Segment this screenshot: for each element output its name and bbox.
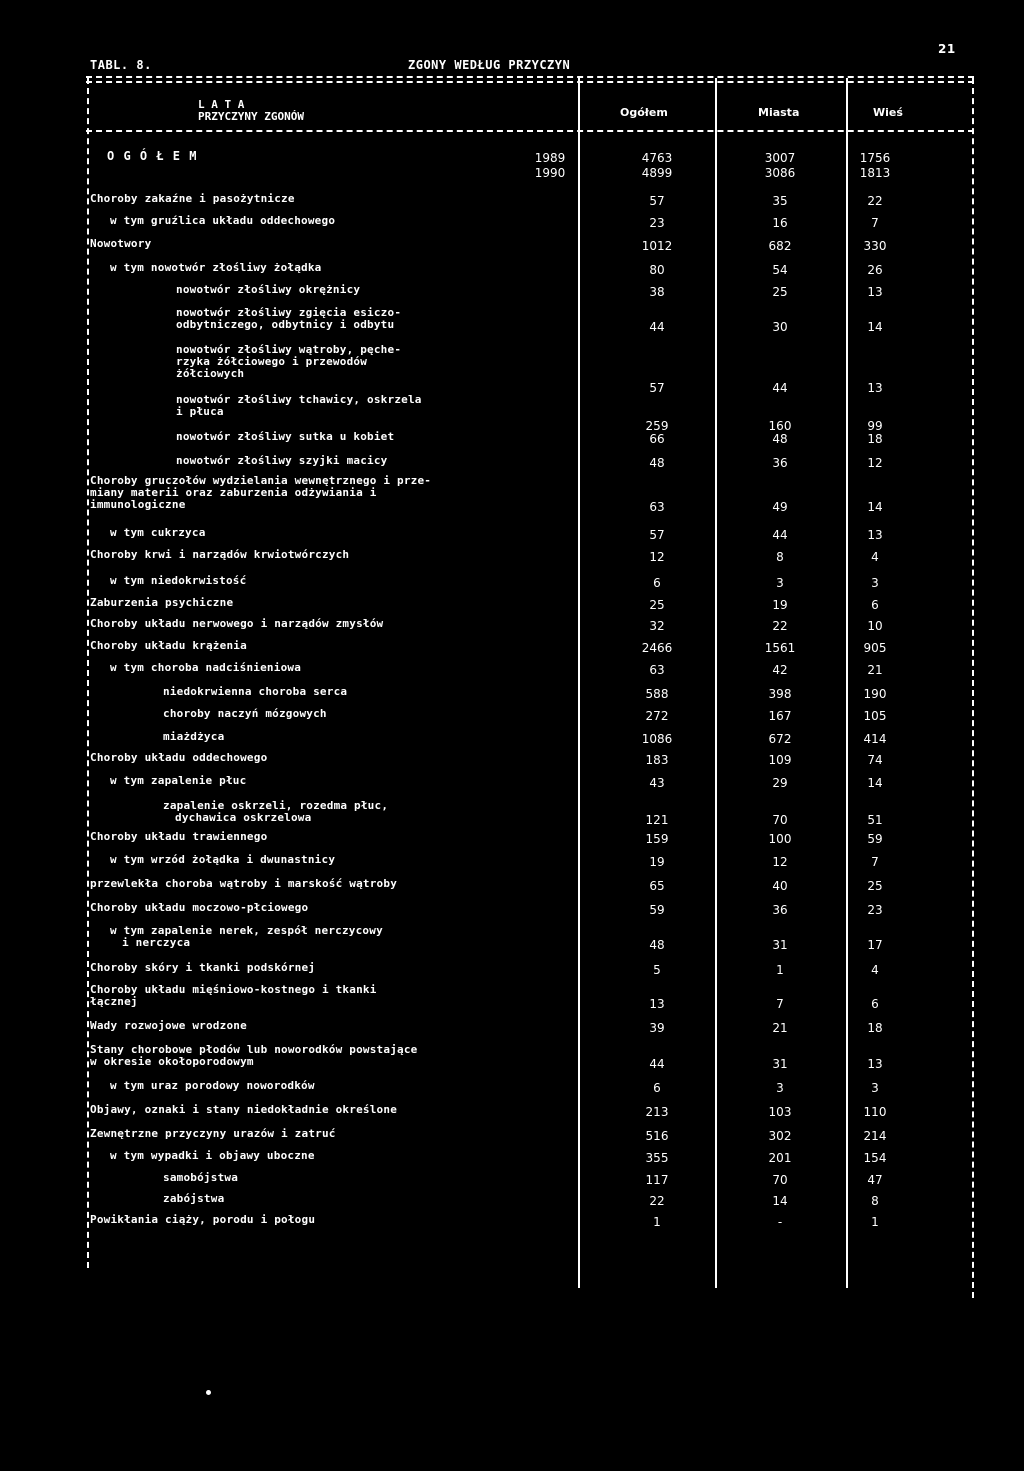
row-label: Choroby układu nerwowego i narządów zmysłów — [90, 617, 384, 630]
miasta-cell: 12 — [772, 855, 788, 869]
miasta-cell: 36 — [772, 456, 788, 470]
wies-cell: 414 — [863, 732, 887, 746]
wies-cell: 4 — [871, 963, 879, 977]
row-label: nowotwór złośliwy wątroby, pęche- — [176, 343, 402, 356]
miasta-cell: 70 — [772, 1173, 788, 1187]
ogolem-cell: 19 — [649, 855, 665, 869]
row-label: zabójstwa — [163, 1192, 225, 1205]
wies-cell: 905 — [863, 641, 887, 655]
wies-cell: 51 — [867, 813, 883, 827]
ogolem-cell: 57 — [649, 194, 665, 208]
ogolem-cell: 32 — [649, 619, 665, 633]
row-label: miany materii oraz zaburzenia odżywiania i — [90, 486, 377, 499]
row-label: nowotwór złośliwy sutka u kobiet — [176, 430, 395, 443]
wies-cell: 13 — [867, 528, 883, 542]
row-label: w tym wrzód żołądka i dwunastnicy — [110, 853, 336, 866]
miasta-cell: 25 — [772, 285, 788, 299]
row-label: choroby naczyń mózgowych — [163, 707, 327, 720]
table-label: TABL. 8. — [90, 58, 152, 72]
row-label: nowotwór złośliwy zgięcia esiczo- — [176, 306, 402, 319]
row-label: w tym zapalenie płuc — [110, 774, 247, 787]
year-cell: 1989 — [534, 151, 566, 165]
ogolem-cell: 22 — [649, 1194, 665, 1208]
left-border — [87, 78, 89, 1268]
miasta-cell: 19 — [772, 598, 788, 612]
ogolem-cell: 39 — [649, 1021, 665, 1035]
ogolem-cell: 2466 — [641, 641, 673, 655]
miasta-cell: 22 — [772, 619, 788, 633]
ogolem-cell: 65 — [649, 879, 665, 893]
ogolem-cell: 1012 — [641, 239, 673, 253]
ogolem-cell: 66 — [649, 432, 665, 446]
ogolem-cell: 5 — [653, 963, 661, 977]
miasta-cell: 44 — [772, 528, 788, 542]
wies-cell: 13 — [867, 285, 883, 299]
miasta-cell: 3 — [776, 1081, 784, 1095]
miasta-cell: 31 — [772, 938, 788, 952]
row-label: nowotwór złośliwy szyjki macicy — [176, 454, 388, 467]
wies-cell: 59 — [867, 832, 883, 846]
row-label: Zewnętrzne przyczyny urazów i zatruć — [90, 1127, 336, 1140]
wies-cell: 6 — [871, 598, 879, 612]
table-title: ZGONY WEDŁUG PRZYCZYN — [408, 58, 571, 72]
row-label: rzyka żółciowego i przewodów — [176, 355, 368, 368]
wies-cell: 3 — [871, 1081, 879, 1095]
row-label: Choroby układu oddechowego — [90, 751, 268, 764]
wies-cell: 17 — [867, 938, 883, 952]
wies-cell: 14 — [867, 776, 883, 790]
header-ogolem: Ogółem — [620, 106, 668, 119]
miasta-cell: 109 — [768, 753, 792, 767]
wies-cell: 21 — [867, 663, 883, 677]
row-label: miażdżyca — [163, 730, 225, 743]
ogolem-cell: 259 — [645, 419, 669, 433]
ogolem-cell: 57 — [649, 528, 665, 542]
miasta-cell: 30 — [772, 320, 788, 334]
row-label: Choroby układu moczowo-płciowego — [90, 901, 309, 914]
miasta-cell: 14 — [772, 1194, 788, 1208]
row-label: Zaburzenia psychiczne — [90, 596, 234, 609]
wies-cell: 1756 — [859, 151, 891, 165]
ogolem-cell: 1 — [653, 1215, 661, 1229]
miasta-cell: 31 — [772, 1057, 788, 1071]
row-label: Objawy, oznaki i stany niedokładnie określone — [90, 1103, 398, 1116]
ogolem-cell: 6 — [653, 576, 661, 590]
row-label: w tym wypadki i objawy uboczne — [110, 1149, 315, 1162]
ogolem-cell: 6 — [653, 1081, 661, 1095]
miasta-cell: 40 — [772, 879, 788, 893]
row-label: Wady rozwojowe wrodzone — [90, 1019, 247, 1032]
row-label: i nerczyca — [122, 936, 191, 949]
ogolem-cell: 23 — [649, 216, 665, 230]
ogolem-cell: 63 — [649, 500, 665, 514]
wies-cell: 190 — [863, 687, 887, 701]
row-label: Choroby zakaźne i pasożytnicze — [90, 192, 295, 205]
wies-cell: 18 — [867, 432, 883, 446]
ogolem-cell: 121 — [645, 813, 669, 827]
ogolem-cell: 44 — [649, 320, 665, 334]
miasta-cell: 103 — [768, 1105, 792, 1119]
row-label: Choroby gruczołów wydzielania wewnętrznego i prze- — [90, 474, 432, 487]
row-label: Choroby krwi i narządów krwiotwórczych — [90, 548, 350, 561]
row-label: zapalenie oskrzeli, rozedma płuc, — [163, 799, 389, 812]
miasta-cell: 54 — [772, 263, 788, 277]
wies-cell: 7 — [871, 216, 879, 230]
miasta-cell: 44 — [772, 381, 788, 395]
row-label: łącznej — [90, 995, 138, 1008]
miasta-cell: 42 — [772, 663, 788, 677]
ogolem-cell: 44 — [649, 1057, 665, 1071]
miasta-cell: 3086 — [764, 166, 796, 180]
ogolem-cell: 159 — [645, 832, 669, 846]
wies-cell: 10 — [867, 619, 883, 633]
row-label: w tym gruźlica układu oddechowego — [110, 214, 336, 227]
miasta-cell: 3 — [776, 576, 784, 590]
ogolem-cell: 48 — [649, 938, 665, 952]
miasta-cell: 1 — [776, 963, 784, 977]
wies-cell: 330 — [863, 239, 887, 253]
miasta-cell: 682 — [768, 239, 792, 253]
ogolem-cell: 13 — [649, 997, 665, 1011]
col-divider-2 — [715, 78, 717, 1288]
miasta-cell: 48 — [772, 432, 788, 446]
miasta-cell: 201 — [768, 1151, 792, 1165]
miasta-cell: 16 — [772, 216, 788, 230]
ogolem-cell: 80 — [649, 263, 665, 277]
miasta-cell: - — [777, 1215, 783, 1229]
row-label: w tym cukrzyca — [110, 526, 206, 539]
header-double-rule — [86, 81, 974, 83]
miasta-cell: 8 — [776, 550, 784, 564]
wies-cell: 18 — [867, 1021, 883, 1035]
ogolem-cell: 272 — [645, 709, 669, 723]
row-label: i płuca — [176, 405, 224, 418]
wies-cell: 154 — [863, 1151, 887, 1165]
ogolem-cell: 43 — [649, 776, 665, 790]
wies-cell: 14 — [867, 500, 883, 514]
wies-cell: 99 — [867, 419, 883, 433]
miasta-cell: 21 — [772, 1021, 788, 1035]
miasta-cell: 167 — [768, 709, 792, 723]
row-label: nowotwór złośliwy tchawicy, oskrzela — [176, 393, 422, 406]
right-border — [972, 78, 974, 1298]
miasta-cell: 35 — [772, 194, 788, 208]
miasta-cell: 160 — [768, 419, 792, 433]
miasta-cell: 29 — [772, 776, 788, 790]
scan-speck — [206, 1390, 211, 1395]
header-wies: Wieś — [873, 106, 903, 119]
wies-cell: 7 — [871, 855, 879, 869]
miasta-cell: 36 — [772, 903, 788, 917]
wies-cell: 4 — [871, 550, 879, 564]
miasta-cell: 3007 — [764, 151, 796, 165]
wies-cell: 3 — [871, 576, 879, 590]
ogolem-cell: 57 — [649, 381, 665, 395]
row-label: niedokrwienna choroba serca — [163, 685, 348, 698]
ogolem-cell: 25 — [649, 598, 665, 612]
miasta-cell: 1561 — [764, 641, 796, 655]
row-label: w tym zapalenie nerek, zespół nerczycowy — [110, 924, 383, 937]
miasta-cell: 7 — [776, 997, 784, 1011]
header-bottom-rule — [86, 130, 974, 132]
miasta-cell: 70 — [772, 813, 788, 827]
ogolem-cell: 516 — [645, 1129, 669, 1143]
wies-cell: 1 — [871, 1215, 879, 1229]
row-label: samobójstwa — [163, 1171, 239, 1184]
row-label: Powikłania ciąży, porodu i połogu — [90, 1213, 316, 1226]
miasta-cell: 398 — [768, 687, 792, 701]
miasta-cell: 49 — [772, 500, 788, 514]
wies-cell: 6 — [871, 997, 879, 1011]
ogolem-cell: 38 — [649, 285, 665, 299]
ogolem-cell: 63 — [649, 663, 665, 677]
row-label: Choroby układu krążenia — [90, 639, 247, 652]
header-top-rule — [86, 76, 974, 78]
row-label: Nowotwory — [90, 237, 152, 250]
ogolem-cell: 117 — [645, 1173, 669, 1187]
row-label: w tym uraz porodowy noworodków — [110, 1079, 315, 1092]
wies-cell: 13 — [867, 1057, 883, 1071]
header-przyczyny: PRZYCZYNY ZGONÓW — [198, 110, 304, 123]
wies-cell: 14 — [867, 320, 883, 334]
row-label: odbytniczego, odbytnicy i odbytu — [176, 318, 395, 331]
row-label: przewlekła choroba wątroby i marskość wątroby — [90, 877, 398, 890]
row-label: Choroby skóry i tkanki podskórnej — [90, 961, 316, 974]
row-label: w tym niedokrwistość — [110, 574, 247, 587]
row-label: Choroby układu mięśniowo-kostnego i tkanki — [90, 983, 377, 996]
col-divider-1 — [578, 78, 580, 1288]
year-cell: 1990 — [534, 166, 566, 180]
ogolem-cell: 355 — [645, 1151, 669, 1165]
miasta-cell: 672 — [768, 732, 792, 746]
ogolem-cell: 1086 — [641, 732, 673, 746]
ogolem-cell: 48 — [649, 456, 665, 470]
row-label: dychawica oskrzelowa — [175, 811, 312, 824]
wies-cell: 12 — [867, 456, 883, 470]
miasta-cell: 302 — [768, 1129, 792, 1143]
ogolem-cell: 183 — [645, 753, 669, 767]
ogolem-cell: 12 — [649, 550, 665, 564]
ogolem-cell: 4763 — [641, 151, 673, 165]
wies-cell: 105 — [863, 709, 887, 723]
row-label: Choroby układu trawiennego — [90, 830, 268, 843]
header-lata: L A T A — [198, 98, 245, 111]
row-label: O G Ó Ł E M — [107, 149, 198, 163]
ogolem-cell: 59 — [649, 903, 665, 917]
ogolem-cell: 588 — [645, 687, 669, 701]
row-label: żółciowych — [176, 367, 245, 380]
ogolem-cell: 4899 — [641, 166, 673, 180]
row-label: Stany chorobowe płodów lub noworodków powstające — [90, 1043, 418, 1056]
row-label: w tym choroba nadciśnieniowa — [110, 661, 302, 674]
ogolem-cell: 213 — [645, 1105, 669, 1119]
wies-cell: 1813 — [859, 166, 891, 180]
row-label: nowotwór złośliwy okrężnicy — [176, 283, 361, 296]
wies-cell: 214 — [863, 1129, 887, 1143]
wies-cell: 26 — [867, 263, 883, 277]
wies-cell: 23 — [867, 903, 883, 917]
wies-cell: 47 — [867, 1173, 883, 1187]
wies-cell: 110 — [863, 1105, 887, 1119]
row-label: immunologiczne — [90, 498, 186, 511]
wies-cell: 74 — [867, 753, 883, 767]
page-number: 21 — [938, 42, 956, 56]
header-miasta: Miasta — [758, 106, 800, 119]
row-label: w okresie okołoporodowym — [90, 1055, 254, 1068]
wies-cell: 8 — [871, 1194, 879, 1208]
wies-cell: 13 — [867, 381, 883, 395]
row-label: w tym nowotwór złośliwy żołądka — [110, 261, 322, 274]
wies-cell: 25 — [867, 879, 883, 893]
miasta-cell: 100 — [768, 832, 792, 846]
wies-cell: 22 — [867, 194, 883, 208]
